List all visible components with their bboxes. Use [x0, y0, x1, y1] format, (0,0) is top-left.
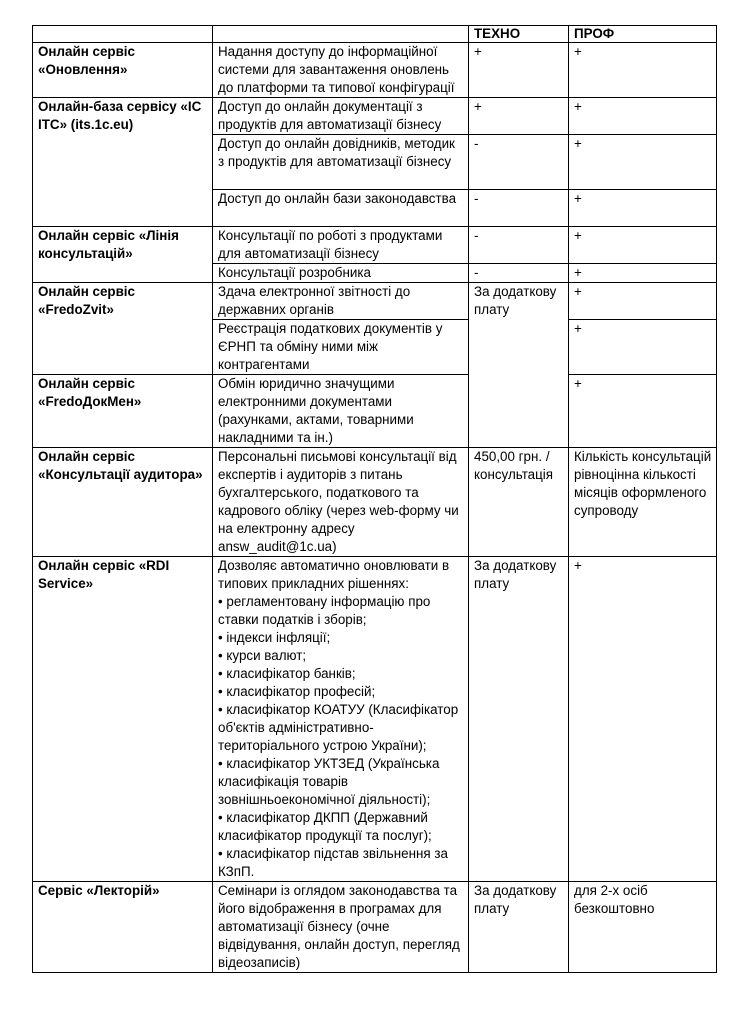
prof-value: +	[569, 190, 717, 227]
prof-value: +	[569, 227, 717, 264]
service-name: Онлайн сервіс «FredoZvit»	[33, 283, 213, 375]
techno-value: За додаткову плату	[469, 882, 569, 973]
table-row	[33, 882, 717, 973]
service-description: Доступ до онлайн довідників, методик з продуктів для автоматизації бізнесу	[213, 135, 469, 190]
techno-value: +	[469, 43, 569, 98]
prof-value: для 2-х осіб безкоштовно	[569, 882, 717, 973]
service-description: Обмін юридично значущими електронними документами (рахунками, актами, товарними накладними та ін.)	[213, 375, 469, 448]
description-bullet: • класифікатор ДКПП (Державний класифікатор продукції та послуг);	[218, 810, 432, 843]
service-description: Доступ до онлайн документації з продуктів для автоматизації бізнесу	[213, 98, 469, 135]
service-description: Надання доступу до інформаційної системи для завантаження оновлень до платформи та типової конфігурації	[213, 43, 469, 98]
service-description: Здача електронної звітності до державних органів	[213, 283, 469, 320]
table-header-row	[33, 26, 717, 43]
service-description: Консультації по роботі з продуктами для автоматизації бізнесу	[213, 227, 469, 264]
techno-value: 450,00 грн. /консультація	[469, 448, 569, 557]
description-bullet: • регламентовану інформацію про ставки податків і зборів;	[218, 594, 431, 627]
description-bullet: • класифікатор банків;	[218, 666, 356, 681]
table-row	[33, 43, 717, 98]
techno-value: -	[469, 264, 569, 283]
techno-value: -	[469, 135, 569, 190]
prof-value: +	[569, 135, 717, 190]
service-name: Онлайн сервіс «Лінія консультацій»	[33, 227, 213, 283]
header-cell-description	[213, 26, 469, 43]
document-page	[32, 25, 716, 973]
techno-value: За додаткову плату	[469, 283, 569, 448]
prof-value: +	[569, 264, 717, 283]
service-name: Онлайн сервіс «FredoДокМен»	[33, 375, 213, 448]
service-name: Онлайн сервіс «RDI Service»	[33, 557, 213, 882]
services-comparison-table	[32, 25, 717, 973]
description-bullet: • класифікатор КОАТУУ (Класифікатор об'єктів адміністративно-територіального устрою України);	[218, 702, 459, 753]
service-name: Онлайн сервіс «Оновлення»	[33, 43, 213, 98]
table-row	[33, 557, 717, 882]
prof-value: +	[569, 557, 717, 882]
description-bullet: • курси валют;	[218, 648, 307, 663]
description-bullet: • класифікатор підстав звільнення за КЗпП.	[218, 846, 448, 879]
table-row	[33, 448, 717, 557]
prof-value: +	[569, 283, 717, 320]
prof-value: +	[569, 375, 717, 448]
table-row	[33, 227, 717, 264]
prof-value: +	[569, 320, 717, 375]
service-description: Реєстрація податкових документів у ЄРНП та обміну ними між контрагентами	[213, 320, 469, 375]
techno-value: -	[469, 227, 569, 264]
prof-value: Кількість консультацій рівноцінна кількості місяців оформленого супроводу	[569, 448, 717, 557]
table-row	[33, 283, 717, 320]
service-name: Сервіс «Лекторій»	[33, 882, 213, 973]
header-cell-techno: ТЕХНО	[469, 26, 569, 43]
service-description: Персональні письмові консультації від експертів і аудиторів з питань бухгалтерського, податкового та кадрового обліку (через web-форму чи на електронну адресу answ_audit@1c.ua)	[213, 448, 469, 557]
techno-value: За додаткову плату	[469, 557, 569, 882]
service-description: Консультації розробника	[213, 264, 469, 283]
description-bullet: • класифікатор УКТЗЕД (Українська класифікація товарів зовнішньоекономічної діяльності);	[218, 756, 440, 807]
header-cell-service	[33, 26, 213, 43]
header-cell-prof: ПРОФ	[569, 26, 717, 43]
table-row	[33, 375, 717, 448]
prof-value: +	[569, 98, 717, 135]
techno-value: -	[469, 190, 569, 227]
service-name: Онлайн сервіс «Консультації аудитора»	[33, 448, 213, 557]
service-description: Семінари із оглядом законодавства та його відображення в програмах для автоматизації бізнесу (очне відвідування, онлайн доступ, перегляд відеозаписів)	[213, 882, 469, 973]
service-description	[213, 557, 469, 882]
description-line: Дозволяє автоматично оновлювати в типових прикладних рішеннях:	[218, 558, 450, 591]
table-row	[33, 98, 717, 135]
description-bullet: • індекси інфляції;	[218, 630, 331, 645]
service-description: Доступ до онлайн бази законодавства	[213, 190, 469, 227]
prof-value: +	[569, 43, 717, 98]
service-name: Онлайн-база сервісу «ІС ІТС» (its.1c.eu)	[33, 98, 213, 227]
techno-value: +	[469, 98, 569, 135]
description-bullet: • класифікатор професій;	[218, 684, 376, 699]
